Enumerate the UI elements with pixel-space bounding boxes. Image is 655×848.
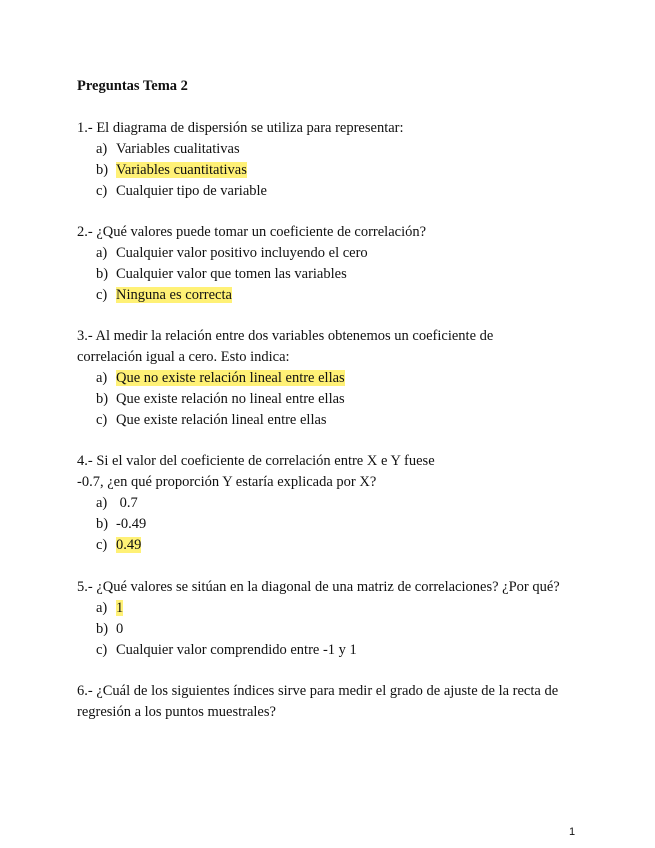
option-letter: a) bbox=[96, 245, 108, 261]
option-letter: a) bbox=[96, 141, 108, 157]
option-text: Cualquier valor que tomen las variables bbox=[116, 266, 347, 282]
option-letter: a) bbox=[96, 370, 108, 386]
option-c bbox=[77, 181, 597, 202]
option-text: Cualquier tipo de variable bbox=[116, 183, 267, 199]
option-a bbox=[77, 598, 617, 619]
option-text: Cualquier valor positivo incluyendo el cero bbox=[116, 245, 368, 261]
option-text: Cualquier valor comprendido entre -1 y 1 bbox=[116, 642, 357, 658]
option-a bbox=[77, 493, 597, 514]
option-a bbox=[77, 368, 597, 389]
question-4 bbox=[77, 451, 597, 556]
question-3-options bbox=[77, 368, 597, 431]
option-letter: c) bbox=[96, 537, 108, 553]
option-letter: b) bbox=[96, 391, 109, 407]
question-5-options bbox=[77, 598, 617, 661]
option-letter: c) bbox=[96, 287, 108, 303]
question-2 bbox=[77, 222, 597, 306]
question-1 bbox=[77, 118, 597, 202]
question-5-stem: 5.- ¿Qué valores se sitúan en la diagonal de una matriz de correlaciones? ¿Por qué? bbox=[77, 579, 560, 595]
option-letter: b) bbox=[96, 266, 109, 282]
question-6-stem-line2: regresión a los puntos muestrales? bbox=[77, 704, 276, 720]
option-b bbox=[77, 264, 597, 285]
highlighted-answer: 1 bbox=[116, 600, 124, 616]
page-number: 1 bbox=[569, 826, 576, 838]
question-3-stem-line1: 3.- Al medir la relación entre dos variables obtenemos un coeficiente de bbox=[77, 328, 494, 344]
option-c bbox=[77, 640, 617, 661]
option-text: 0 bbox=[116, 621, 124, 637]
option-letter: c) bbox=[96, 412, 108, 428]
option-b bbox=[77, 514, 597, 535]
option-text: 0.7 bbox=[116, 495, 138, 511]
option-text: Variables cualitativas bbox=[116, 141, 240, 157]
option-a bbox=[77, 243, 597, 264]
option-c bbox=[77, 535, 597, 556]
option-c bbox=[77, 285, 597, 306]
option-c bbox=[77, 410, 597, 431]
option-text: -0.49 bbox=[116, 516, 147, 532]
highlighted-answer: 0.49 bbox=[116, 537, 142, 553]
question-6-stem-line1: 6.- ¿Cuál de los siguientes índices sirve para medir el grado de ajuste de la recta de bbox=[77, 683, 559, 699]
option-text: Que existe relación lineal entre ellas bbox=[116, 412, 327, 428]
question-6 bbox=[77, 681, 617, 723]
option-text: Que existe relación no lineal entre ellas bbox=[116, 391, 345, 407]
option-letter: b) bbox=[96, 162, 109, 178]
question-3-stem-line2: correlación igual a cero. Esto indica: bbox=[77, 349, 290, 365]
question-4-options bbox=[77, 493, 597, 556]
question-4-stem-line2: -0.7, ¿en qué proporción Y estaría explicada por X? bbox=[77, 474, 377, 490]
question-3 bbox=[77, 326, 597, 431]
highlighted-answer: Que no existe relación lineal entre ellas bbox=[116, 370, 345, 386]
option-a bbox=[77, 139, 597, 160]
option-b bbox=[77, 160, 597, 181]
document-title: Preguntas Tema 2 bbox=[77, 78, 188, 94]
question-1-stem: 1.- El diagrama de dispersión se utiliza para representar: bbox=[77, 120, 404, 136]
question-2-options bbox=[77, 243, 597, 306]
option-letter: a) bbox=[96, 600, 108, 616]
question-5 bbox=[77, 577, 617, 661]
option-b bbox=[77, 619, 617, 640]
option-letter: b) bbox=[96, 621, 109, 637]
option-letter: b) bbox=[96, 516, 109, 532]
highlighted-answer: Variables cuantitativas bbox=[116, 162, 247, 178]
option-b bbox=[77, 389, 597, 410]
highlighted-answer: Ninguna es correcta bbox=[116, 287, 232, 303]
option-letter: a) bbox=[96, 495, 108, 511]
question-2-stem: 2.- ¿Qué valores puede tomar un coeficiente de correlación? bbox=[77, 224, 427, 240]
question-4-stem-line1: 4.- Si el valor del coeficiente de correlación entre X e Y fuese bbox=[77, 453, 435, 469]
option-letter: c) bbox=[96, 183, 108, 199]
question-1-options bbox=[77, 139, 597, 202]
option-letter: c) bbox=[96, 642, 108, 658]
